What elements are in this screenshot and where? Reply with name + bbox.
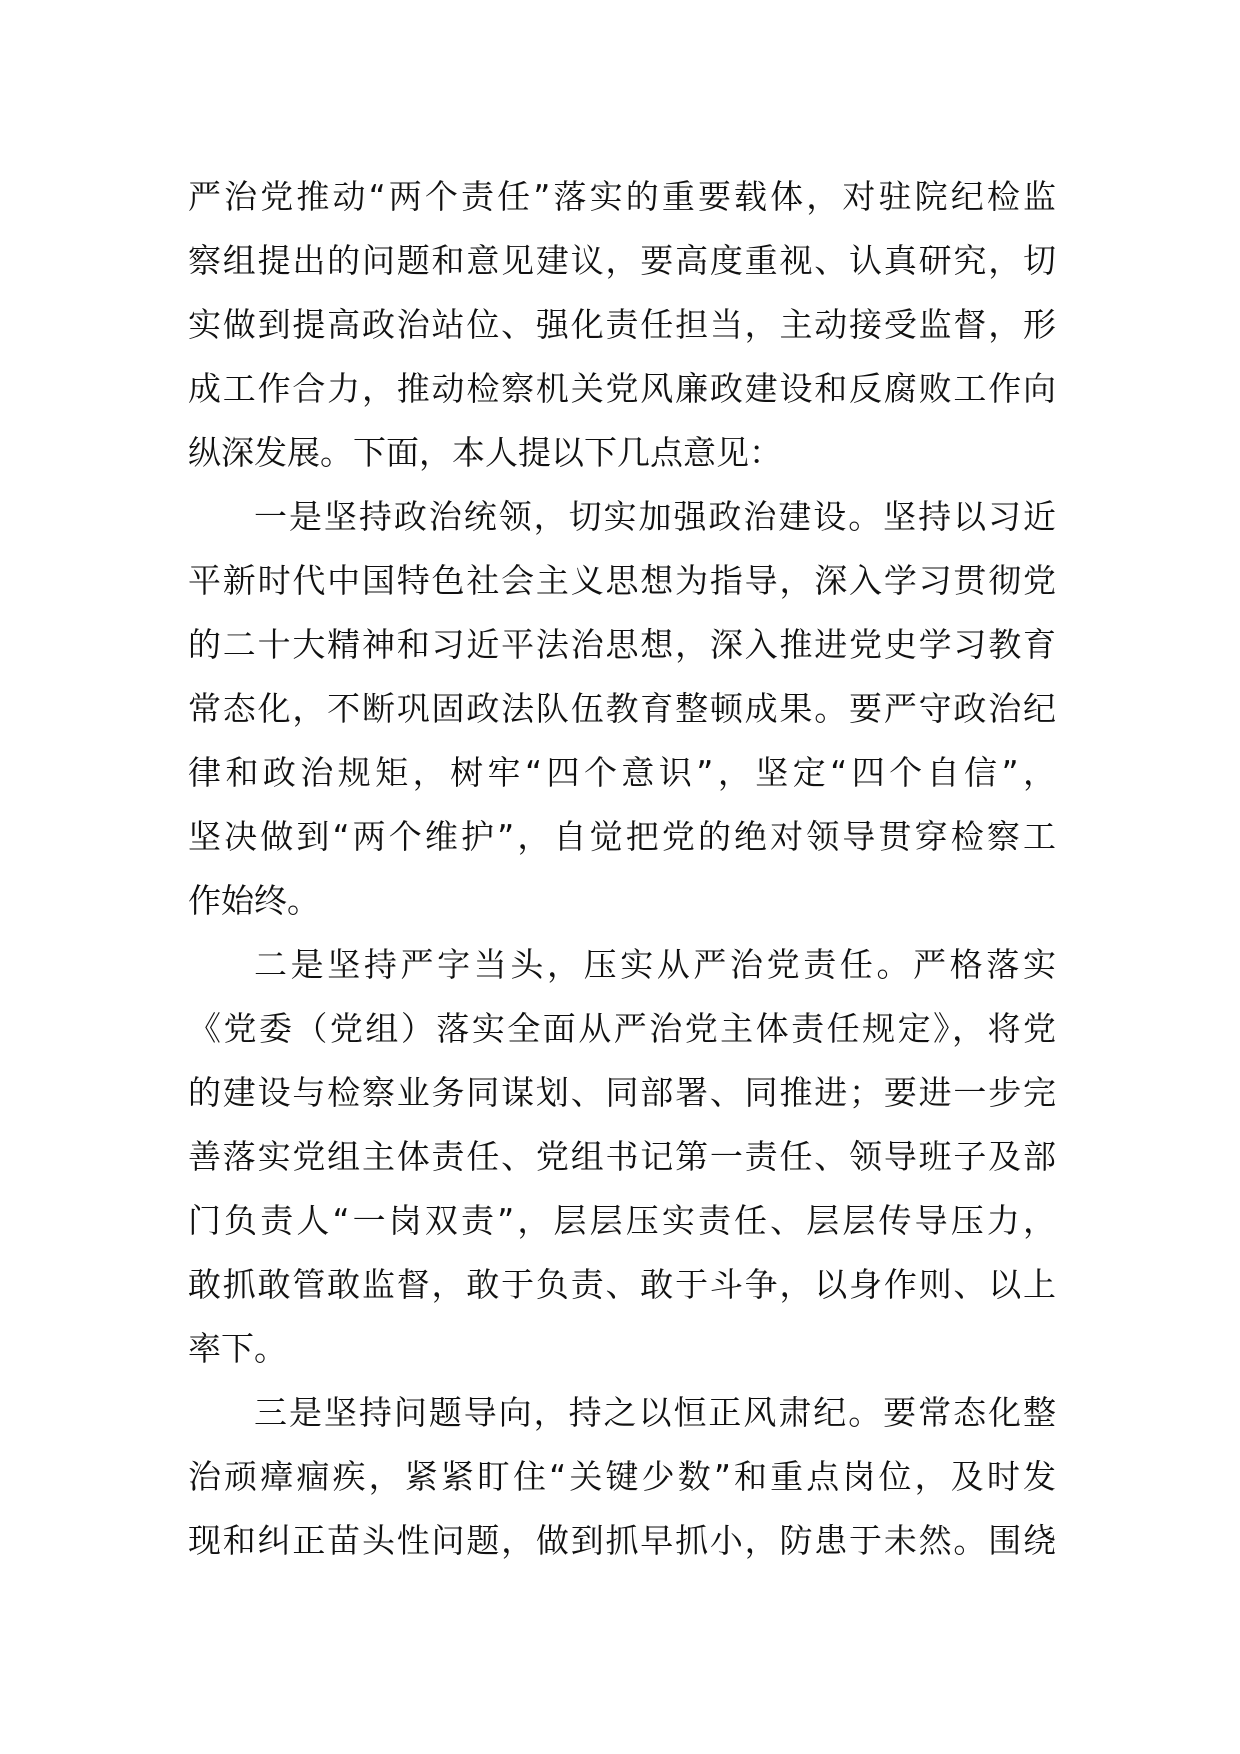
paragraph-1-first-line: 一是坚持政治统领，切实加强政治建设。坚持以习近	[254, 497, 1056, 536]
text-line: 实做到提高政治站位、强化责任担当，主动接受监督，形	[188, 305, 1056, 344]
text-line: 门负责人“一岗双责”，层层压实责任、层层传导压力，	[188, 1201, 1056, 1240]
text-line: 察组提出的问题和意见建议，要高度重视、认真研究，切	[188, 241, 1056, 280]
text-line: 作始终。	[188, 881, 320, 920]
text-line: 的建设与检察业务同谋划、同部署、同推进；要进一步完	[188, 1073, 1056, 1112]
text-line: 坚决做到“两个维护”，自觉把党的绝对领导贯穿检察工	[188, 817, 1056, 856]
paragraph-2-first-line: 二是坚持严字当头，压实从严治党责任。严格落实	[254, 945, 1056, 984]
text-line: 纵深发展。下面，本人提以下几点意见：	[188, 433, 782, 472]
text-line: 《党委（党组）落实全面从严治党主体责任规定》，将党	[188, 1009, 1056, 1048]
text-line: 严治党推动“两个责任”落实的重要载体，对驻院纪检监	[188, 177, 1056, 216]
text-line: 常态化，不断巩固政法队伍教育整顿成果。要严守政治纪	[188, 689, 1056, 728]
paragraph-3-first-line: 三是坚持问题导向，持之以恒正风肃纪。要常态化整	[254, 1393, 1056, 1432]
text-line: 治顽瘴痼疾，紧紧盯住“关键少数”和重点岗位，及时发	[188, 1457, 1056, 1496]
text-line: 平新时代中国特色社会主义思想为指导，深入学习贯彻党	[188, 561, 1056, 600]
text-line: 率下。	[188, 1329, 287, 1368]
text-line: 现和纠正苗头性问题，做到抓早抓小，防患于未然。围绕	[188, 1521, 1056, 1560]
text-line: 善落实党组主体责任、党组书记第一责任、领导班子及部	[188, 1137, 1056, 1176]
text-line: 的二十大精神和习近平法治思想，深入推进党史学习教育	[188, 625, 1056, 664]
text-line: 敢抓敢管敢监督，敢于负责、敢于斗争，以身作则、以上	[188, 1265, 1056, 1304]
text-line: 成工作合力，推动检察机关党风廉政建设和反腐败工作向	[188, 369, 1056, 408]
text-line: 律和政治规矩，树牢“四个意识”，坚定“四个自信”，	[188, 753, 1056, 792]
